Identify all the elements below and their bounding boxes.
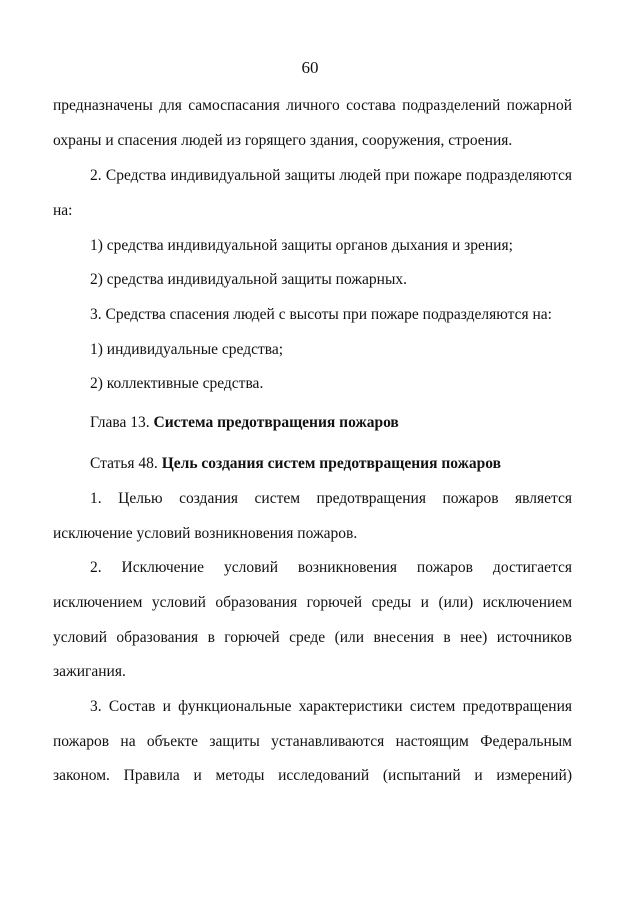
paragraph-line: исключение условий возникновения пожаров. — [53, 525, 358, 542]
paragraph-line: 2. Исключение условий возникновения пожаров достигается — [90, 559, 572, 576]
chapter-title: Система предотвращения пожаров — [153, 414, 399, 431]
paragraph-line: 2. Средства индивидуальной защиты людей при пожаре подразделяются — [90, 167, 572, 184]
list-item: 2) средства индивидуальной защиты пожарных. — [90, 271, 407, 288]
paragraph-line: зажигания. — [53, 663, 126, 680]
list-item: 2) коллективные средства. — [90, 375, 264, 392]
list-item: 1) индивидуальные средства; — [90, 341, 284, 358]
paragraph-line: 1. Целью создания систем предотвращения пожаров является — [90, 490, 572, 507]
paragraph-line: 3. Состав и функциональные характеристики систем предотвращения — [90, 698, 572, 715]
list-item: 1) средства индивидуальной защиты органов дыхания и зрения; — [90, 237, 513, 254]
article-heading — [90, 454, 501, 474]
chapter-heading — [90, 413, 399, 433]
paragraph-line: исключением условий образования горючей среды и (или) исключением — [53, 594, 572, 611]
paragraph-line: условий образования в горючей среде (или внесения в нее) источников — [53, 629, 572, 646]
paragraph-line: охраны и спасения людей из горящего здания, сооружения, строения. — [53, 132, 513, 149]
paragraph-line: на: — [53, 202, 73, 219]
chapter-prefix: Глава 13. — [90, 414, 154, 431]
paragraph-line: пожаров на объекте защиты устанавливаются настоящим Федеральным — [53, 733, 572, 750]
article-prefix: Статья 48. — [90, 455, 162, 472]
paragraph-line: законом. Правила и методы исследований (испытаний и измерений) — [53, 767, 572, 784]
page-number: 60 — [301, 58, 319, 77]
paragraph-line: предназначены для самоспасания личного состава подразделений пожарной — [53, 97, 572, 114]
article-title: Цель создания систем предотвращения пожаров — [161, 455, 501, 472]
paragraph-line: 3. Средства спасения людей с высоты при пожаре подразделяются на: — [90, 306, 552, 323]
